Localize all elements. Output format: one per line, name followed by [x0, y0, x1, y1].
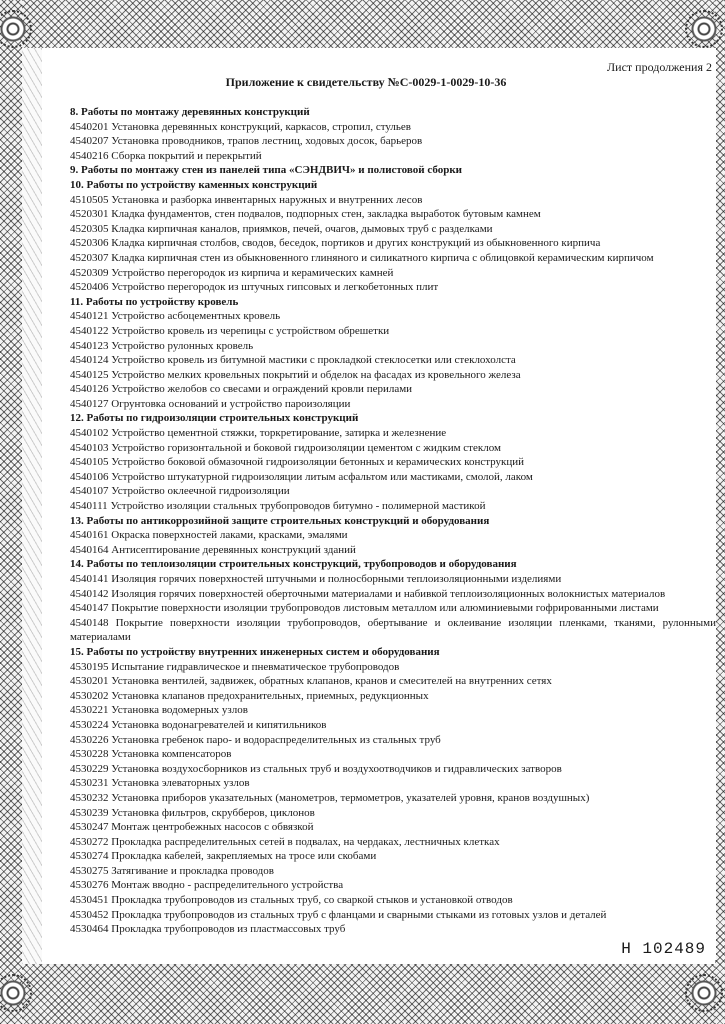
page-title: Приложение к свидетельству №С-0029-1-0029-10-36: [225, 75, 507, 89]
work-code: 4530272: [70, 835, 109, 848]
work-code: 4520406: [70, 281, 109, 294]
work-description: Изоляция горячих поверхностей штучными и полносборными теплоизоляционными изделиями: [111, 573, 562, 585]
work-item: [70, 922, 716, 937]
work-code: 4530201: [70, 675, 109, 688]
work-code: 4520306: [70, 237, 109, 250]
work-description: Устройство оклеечной гидроизоляции: [111, 485, 290, 498]
work-item: [70, 733, 716, 748]
work-description: Установка водонагревателей и кипятильников: [111, 718, 327, 731]
work-item: [70, 718, 716, 733]
work-code: 4530202: [70, 689, 109, 702]
work-code: 4540111: [70, 500, 108, 513]
work-description: Установка деревянных конструкций, каркасов, стропил, стульев: [111, 120, 411, 133]
section-heading: [70, 411, 716, 426]
work-code: 4540161: [70, 529, 109, 542]
work-code: 4540127: [70, 397, 109, 410]
work-code: 4540216: [70, 149, 109, 162]
work-item: [70, 893, 716, 908]
certificate-sheet: [46, 48, 716, 960]
work-description: Устройство штукатурной гидроизоляции литым асфальтом или мастиками, смолой, лаком: [111, 470, 533, 483]
work-item: [70, 703, 716, 718]
work-code: 4540141: [70, 573, 109, 585]
work-code: 4530275: [70, 864, 109, 877]
work-item: [70, 616, 716, 645]
work-description: Покрытие поверхности изоляции трубопроводов листовым металлом или алюминиевыми гофрированными листами: [111, 602, 659, 615]
work-code: 4530224: [70, 718, 109, 731]
work-description: Устройство боковой обмазочной гидроизоляции бетонных и керамических конструкций: [111, 456, 525, 469]
work-item: [70, 426, 716, 441]
work-item: [70, 601, 716, 616]
work-code: 4540147: [70, 602, 109, 615]
work-code: 4540103: [70, 441, 109, 454]
work-code: 4520309: [70, 266, 109, 279]
work-code: 4540201: [70, 120, 109, 133]
work-item: [70, 835, 716, 850]
serial-number: Н 102489: [621, 940, 706, 958]
work-code: 4530221: [70, 704, 109, 717]
work-description: Установка водомерных узлов: [111, 704, 248, 717]
work-item: [70, 368, 716, 383]
work-code: 4530452: [70, 908, 109, 921]
work-item: [70, 528, 716, 543]
section-heading-text: 11. Работы по устройству кровель: [70, 295, 239, 308]
rosette-ornament-icon: [685, 974, 723, 1012]
work-item: [70, 674, 716, 689]
work-code: 4530451: [70, 894, 109, 907]
work-description: Кладка кирпичная стен из обыкновенного глиняного и силикатного кирпича с облицовкой керамическим кирпичом: [111, 251, 654, 264]
work-code: 4530228: [70, 748, 109, 761]
work-code: 4530276: [70, 879, 109, 892]
work-item: [70, 864, 716, 879]
work-code: 4530195: [70, 660, 109, 673]
work-code: 4530226: [70, 733, 109, 746]
work-item: [70, 324, 716, 339]
decorative-border-bottom: [0, 964, 725, 1024]
work-item: [70, 878, 716, 893]
work-code: 4540148: [70, 616, 109, 629]
work-item: [70, 251, 716, 266]
section-heading-text: 15. Работы по устройству внутренних инженерных систем и оборудования: [70, 645, 440, 658]
work-code: 4540125: [70, 368, 109, 381]
section-heading: [70, 557, 716, 572]
work-code: 4540102: [70, 427, 109, 440]
work-description: Устройство горизонтальной и боковой гидроизоляции цементом с жидким стеклом: [111, 441, 501, 454]
work-description: Устройство перегородок из штучных гипсовых и легкобетонных плит: [111, 281, 439, 294]
rosette-ornament-icon: [685, 10, 723, 48]
work-description: Огрунтовка оснований и устройство пароизоляции: [111, 397, 351, 410]
work-item: [70, 484, 716, 499]
section-heading-text: 8. Работы по монтажу деревянных конструкций: [70, 106, 310, 118]
work-description: Сборка покрытий и перекрытий: [111, 149, 262, 162]
work-description: Устройство асбоцементных кровель: [111, 310, 281, 323]
work-code: 4540142: [70, 587, 109, 600]
work-item: [70, 397, 716, 412]
work-description: Прокладка распределительных сетей в подвалах, на чердаках, лестничных клетках: [111, 835, 500, 848]
work-code: 4520307: [70, 251, 109, 264]
work-item: [70, 791, 716, 806]
work-item: [70, 747, 716, 762]
work-code: 4530274: [70, 850, 109, 863]
work-description: Изоляция горячих поверхностей оберточными материалами и набивкой теплоизоляционных волокнистых материалов: [111, 587, 666, 600]
work-description: Устройство кровель из черепицы с устройством обрешетки: [111, 324, 390, 337]
work-description: Монтаж вводно - распределительного устройства: [111, 879, 344, 892]
work-item: [70, 470, 716, 485]
work-description: Установка вентилей, задвижек, обратных клапанов, кранов и смесителей на внутренних сетях: [111, 675, 552, 688]
work-item: [70, 762, 716, 777]
work-item: [70, 266, 716, 281]
work-item: [70, 382, 716, 397]
work-description: Антисептирование деревянных конструкций зданий: [111, 543, 356, 556]
decorative-border-right: [715, 0, 725, 1024]
work-item: [70, 499, 716, 514]
work-description: Затягивание и прокладка проводов: [111, 864, 274, 877]
work-description: Прокладка трубопроводов из пластмассовых труб: [111, 923, 346, 936]
section-heading: [70, 514, 716, 529]
work-description: Установка воздухосборников из стальных труб и воздухоотводчиков и гидравлических затворов: [111, 762, 562, 775]
work-description: Устройство желобов со свесами и ограждений кровли перилами: [111, 383, 413, 396]
section-heading-text: 13. Работы по антикоррозийной защите строительных конструкций и оборудования: [70, 514, 490, 527]
work-code: 4530232: [70, 791, 109, 804]
work-description: Устройство изоляции стальных трубопроводов битумно - полимерной мастикой: [110, 500, 486, 513]
work-description: Установка клапанов предохранительных, приемных, редукционных: [111, 689, 429, 702]
work-description: Установка гребенок паро- и водораспределительных из стальных труб: [111, 733, 441, 746]
work-item: [70, 193, 716, 208]
sheet-label: Лист продолжения 2: [607, 60, 712, 74]
work-code: 4540107: [70, 485, 109, 498]
work-item: [70, 908, 716, 923]
work-description: Кладка кирпичная столбов, сводов, беседок, портиков и других конструкций из обыкновенного кирпича: [111, 237, 601, 250]
work-description: Окраска поверхностей лаками, красками, эмалями: [111, 529, 348, 542]
work-code: 4530231: [70, 777, 109, 790]
work-code: 4540106: [70, 470, 109, 483]
decorative-border-top: [0, 0, 725, 48]
work-item: [70, 849, 716, 864]
work-item: [70, 222, 716, 237]
work-item: [70, 207, 716, 222]
work-item: [70, 120, 716, 135]
work-code: 4520301: [70, 208, 109, 221]
work-item: [70, 572, 716, 587]
work-code: 4530464: [70, 923, 109, 936]
work-item: [70, 309, 716, 324]
work-description: Устройство мелких кровельных покрытий и обделок на фасадах из кровельного железа: [111, 368, 521, 381]
work-description: Устройство цементной стяжки, торкретирование, затирка и железнение: [111, 427, 447, 440]
work-description: Установка проводников, трапов лестниц, ходовых досок, барьеров: [111, 135, 423, 148]
work-code: 4540121: [70, 310, 109, 323]
section-heading-text: 9. Работы по монтажу стен из панелей типа «СЭНДВИЧ» и полистовой сборки: [70, 164, 463, 177]
work-item: [70, 339, 716, 354]
work-description: Прокладка трубопроводов из стальных труб с фланцами и сварными стыками из готовых узлов и деталей: [111, 908, 607, 921]
work-code: 4530247: [70, 821, 109, 834]
work-code: 4540164: [70, 543, 109, 556]
work-item: [70, 543, 716, 558]
work-description: Установка компенсаторов: [111, 748, 232, 761]
work-code: 4530239: [70, 806, 109, 819]
section-heading: [70, 163, 716, 178]
work-description: Прокладка трубопроводов из стальных труб, со сваркой стыков и установкой отводов: [111, 894, 513, 907]
section-heading: [70, 645, 716, 660]
work-code: 4510505: [70, 193, 109, 206]
work-code: 4540122: [70, 324, 109, 337]
work-description: Устройство кровель из битумной мастики с прокладкой стеклосетки или стеклохолста: [111, 354, 516, 367]
work-item: [70, 806, 716, 821]
section-heading-text: 12. Работы по гидроизоляции строительных конструкций: [70, 412, 359, 425]
work-code: 4540123: [70, 339, 109, 352]
work-item: [70, 149, 716, 164]
work-description: Кладка кирпичная каналов, приямков, печей, очагов, дымовых труб с разделками: [111, 222, 493, 235]
work-code: 4540105: [70, 456, 109, 469]
work-description: Монтаж центробежных насосов с обвязкой: [111, 821, 314, 834]
work-code: 4540207: [70, 135, 109, 148]
work-description: Покрытие поверхности изоляции трубопроводов, обертывание и оклеивание изоляции пленками, тканями, рулонными материалами: [70, 616, 716, 644]
work-description: Установка и разборка инвентарных наружных и внутренних лесов: [111, 193, 423, 206]
decorative-strip-left: [22, 48, 42, 964]
work-code: 4520305: [70, 222, 109, 235]
work-item: [70, 280, 716, 295]
work-code: 4540126: [70, 383, 109, 396]
section-heading: [70, 178, 716, 193]
work-description: Установка фильтров, скрубберов, циклонов: [111, 806, 315, 819]
work-code: 4530229: [70, 762, 109, 775]
work-item: [70, 455, 716, 470]
work-item: [70, 134, 716, 149]
work-item: [70, 776, 716, 791]
work-types-list: [70, 105, 716, 937]
section-heading-text: 14. Работы по теплоизоляции строительных конструкций, трубопроводов и оборудования: [70, 558, 517, 571]
section-heading: [70, 295, 716, 310]
work-description: Устройство перегородок из кирпича и керамических камней: [111, 266, 394, 279]
decorative-border-left: [0, 0, 22, 1024]
section-heading-text: 10. Работы по устройству каменных конструкций: [70, 178, 318, 191]
work-item: [70, 236, 716, 251]
work-item: [70, 689, 716, 704]
work-description: Установка элеваторных узлов: [111, 777, 250, 790]
section-heading: [70, 105, 716, 120]
work-item: [70, 660, 716, 675]
work-description: Устройство рулонных кровель: [111, 339, 254, 352]
work-description: Испытание гидравлическое и пневматическое трубопроводов: [111, 660, 400, 673]
work-item: [70, 587, 716, 602]
work-description: Кладка фундаментов, стен подвалов, подпорных стен, закладка выработок бутовым камнем: [111, 208, 541, 221]
work-description: Установка приборов указательных (манометров, термометров, указателей уровня, кранов воздушных): [111, 791, 590, 804]
work-item: [70, 353, 716, 368]
work-item: [70, 441, 716, 456]
work-code: 4540124: [70, 354, 109, 367]
work-description: Прокладка кабелей, закрепляемых на тросе или скобами: [111, 850, 377, 863]
work-item: [70, 820, 716, 835]
